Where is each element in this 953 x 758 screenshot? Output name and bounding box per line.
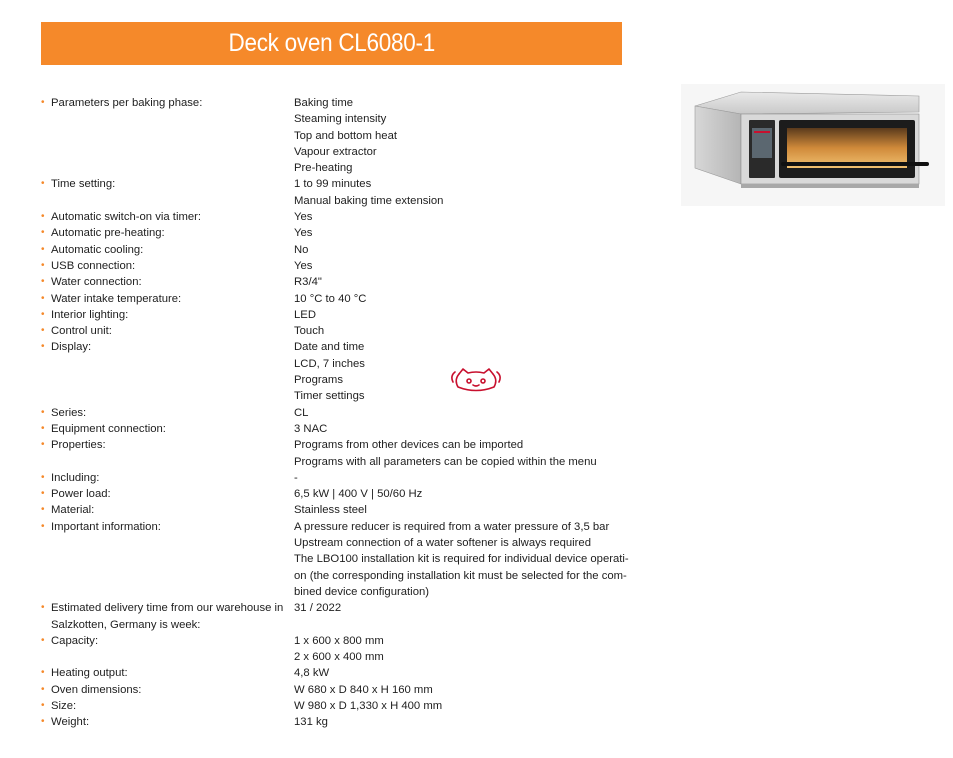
spec-label-text: Water intake temperature:: [51, 292, 182, 305]
spec-row: [41, 600, 631, 633]
bullet-icon: •: [41, 341, 45, 353]
spec-value: Pre-heating: [294, 162, 353, 175]
spec-row: [41, 486, 631, 502]
bullet-icon: •: [41, 325, 45, 337]
spec-row: [41, 258, 631, 274]
spec-values: [294, 421, 631, 437]
spec-label-text: Weight:: [51, 716, 90, 729]
spec-value: -: [294, 471, 298, 484]
spec-value: Upstream connection of a water softener is always required: [294, 537, 592, 550]
spec-row: [41, 714, 631, 730]
spec-row: [41, 682, 631, 698]
spec-label: [41, 339, 294, 404]
spec-value: Yes: [294, 211, 313, 224]
bullet-icon: •: [41, 292, 45, 304]
spec-value: 1 x 600 x 800 mm: [294, 634, 384, 647]
bullet-icon: •: [41, 488, 45, 500]
spec-label-text: Properties:: [51, 439, 106, 452]
spec-value: Touch: [294, 325, 325, 338]
spec-label: [41, 600, 294, 633]
spec-value: 131 kg: [294, 716, 328, 729]
spec-row: [41, 421, 631, 437]
spec-label-text: Automatic pre-heating:: [51, 227, 165, 240]
spec-label: [41, 209, 294, 225]
spec-values: [294, 258, 631, 274]
bullet-icon: •: [41, 471, 45, 483]
spec-value: 4,8 kW: [294, 667, 330, 680]
spec-value: A pressure reducer is required from a water pressure of 3,5 bar: [294, 520, 610, 533]
bullet-icon: •: [41, 178, 45, 190]
bullet-icon: •: [41, 504, 45, 516]
spec-label: [41, 258, 294, 274]
spec-list: [41, 95, 631, 731]
spec-row: [41, 437, 631, 470]
spec-label: [41, 405, 294, 421]
bullet-icon: •: [41, 276, 45, 288]
spec-values: [294, 682, 631, 698]
spec-value: W 680 x D 840 x H 160 mm: [294, 683, 433, 696]
bullet-icon: •: [41, 439, 45, 451]
bullet-icon: •: [41, 602, 45, 614]
bullet-icon: •: [41, 520, 45, 532]
spec-values: [294, 209, 631, 225]
spec-value: bined device configuration): [294, 585, 430, 598]
spec-value: 6,5 kW | 400 V | 50/60 Hz: [294, 488, 423, 501]
bullet-icon: •: [41, 406, 45, 418]
spec-row: [41, 405, 631, 421]
spec-label: [41, 470, 294, 486]
spec-values: [294, 470, 631, 486]
spec-label: [41, 665, 294, 681]
spec-row: [41, 242, 631, 258]
spec-row: [41, 698, 631, 714]
spec-label-text: Time setting:: [51, 178, 116, 191]
spec-value: 10 °C to 40 °C: [294, 292, 367, 305]
bullet-icon: •: [41, 259, 45, 271]
spec-label-text: Display:: [51, 341, 92, 354]
spec-value: Top and bottom heat: [294, 129, 398, 142]
spec-values: [294, 519, 631, 600]
spec-value: on (the corresponding installation kit must be selected for the com-: [294, 569, 627, 582]
spec-label: [41, 698, 294, 714]
spec-row: [41, 665, 631, 681]
bullet-icon: •: [41, 667, 45, 679]
bullet-icon: •: [41, 227, 45, 239]
spec-value: CL: [294, 406, 309, 419]
spec-value: LED: [294, 308, 316, 321]
spec-value: 31 / 2022: [294, 602, 342, 615]
spec-values: [294, 633, 631, 666]
spec-value: Baking time: [294, 97, 354, 109]
spec-label-text: Series:: [51, 406, 87, 419]
spec-row: [41, 339, 631, 404]
spec-value: LCD, 7 inches: [294, 357, 365, 370]
spec-label: [41, 486, 294, 502]
spec-label: [41, 502, 294, 518]
spec-value: Manual baking time extension: [294, 194, 444, 207]
spec-label: [41, 176, 294, 209]
spec-label-text: Interior lighting:: [51, 308, 129, 321]
spec-label-text: Power load:: [51, 488, 111, 501]
spec-label-text: Including:: [51, 471, 100, 484]
spec-values: [294, 714, 631, 730]
spec-values: [294, 405, 631, 421]
spec-label-text: USB connection:: [51, 259, 136, 272]
spec-label: [41, 95, 294, 176]
spec-label: [41, 323, 294, 339]
spec-label-text: Estimated delivery time from our warehouse in Salzkotten, Germany is week:: [51, 602, 284, 631]
spec-row: [41, 633, 631, 666]
spec-label-text: Equipment connection:: [51, 422, 166, 435]
spec-row: [41, 519, 631, 600]
spec-value: Stainless steel: [294, 504, 367, 517]
spec-label: [41, 682, 294, 698]
spec-value: Date and time: [294, 341, 365, 354]
spec-label-text: Heating output:: [51, 667, 128, 680]
spec-values: [294, 95, 631, 176]
spec-row: [41, 323, 631, 339]
deck-oven-image: [681, 84, 945, 206]
spec-row: [41, 274, 631, 290]
bullet-icon: •: [41, 683, 45, 695]
spec-row: [41, 307, 631, 323]
spec-label-text: Automatic cooling:: [51, 243, 144, 256]
spec-values: [294, 323, 631, 339]
bullet-icon: •: [41, 716, 45, 728]
spec-label: [41, 437, 294, 470]
page-title: Deck oven CL6080-1: [228, 29, 435, 57]
spec-values: [294, 486, 631, 502]
spec-values: [294, 176, 631, 209]
spec-values: [294, 307, 631, 323]
bullet-icon: •: [41, 308, 45, 320]
spec-values: [294, 437, 631, 470]
spec-label: [41, 714, 294, 730]
spec-label: [41, 519, 294, 600]
spec-row: [41, 209, 631, 225]
spec-value: Timer settings: [294, 390, 365, 403]
spec-label-text: Automatic switch-on via timer:: [51, 211, 202, 224]
spec-label-text: Size:: [51, 699, 77, 712]
spec-value: The LBO100 installation kit is required for individual device operati-: [294, 553, 629, 566]
spec-value: 1 to 99 minutes: [294, 178, 372, 191]
spec-label: [41, 633, 294, 666]
spec-values: [294, 665, 631, 681]
spec-label-text: Material:: [51, 504, 95, 517]
bullet-icon: •: [41, 634, 45, 646]
spec-label: [41, 242, 294, 258]
spec-row: [41, 291, 631, 307]
spec-label: [41, 291, 294, 307]
spec-values: [294, 225, 631, 241]
spec-value: Yes: [294, 227, 313, 240]
spec-label-text: Oven dimensions:: [51, 683, 142, 696]
spec-row: [41, 502, 631, 518]
spec-values: [294, 600, 631, 633]
spec-values: [294, 698, 631, 714]
spec-value: Vapour extractor: [294, 145, 377, 158]
spec-values: [294, 242, 631, 258]
spec-value: R3/4": [294, 276, 322, 289]
spec-row: [41, 225, 631, 241]
bullet-icon: •: [41, 211, 45, 223]
cat-logo-icon: [450, 366, 502, 394]
spec-value: Programs: [294, 374, 343, 387]
spec-row: [41, 95, 631, 176]
product-image: [681, 84, 945, 206]
bullet-icon: •: [41, 699, 45, 711]
spec-value: Programs with all parameters can be copied within the menu: [294, 455, 597, 468]
spec-label: [41, 274, 294, 290]
spec-value: Yes: [294, 259, 313, 272]
spec-value: No: [294, 243, 309, 256]
spec-label-text: Control unit:: [51, 325, 112, 338]
bullet-icon: •: [41, 243, 45, 255]
spec-value: Programs from other devices can be imported: [294, 439, 524, 452]
spec-label: [41, 225, 294, 241]
spec-value: W 980 x D 1,330 x H 400 mm: [294, 699, 443, 712]
spec-values: [294, 274, 631, 290]
spec-value: Steaming intensity: [294, 113, 387, 126]
spec-row: [41, 176, 631, 209]
spec-value: 3 NAC: [294, 422, 328, 435]
spec-label: [41, 307, 294, 323]
spec-label: [41, 421, 294, 437]
title-banner: [41, 22, 622, 65]
spec-values: [294, 502, 631, 518]
spec-label-text: Parameters per baking phase:: [51, 97, 203, 109]
spec-row: [41, 470, 631, 486]
spec-label-text: Capacity:: [51, 634, 99, 647]
bullet-icon: •: [41, 97, 45, 108]
spec-values: [294, 291, 631, 307]
spec-label-text: Important information:: [51, 520, 161, 533]
bullet-icon: •: [41, 422, 45, 434]
spec-value: 2 x 600 x 400 mm: [294, 651, 384, 664]
spec-label-text: Water connection:: [51, 276, 142, 289]
